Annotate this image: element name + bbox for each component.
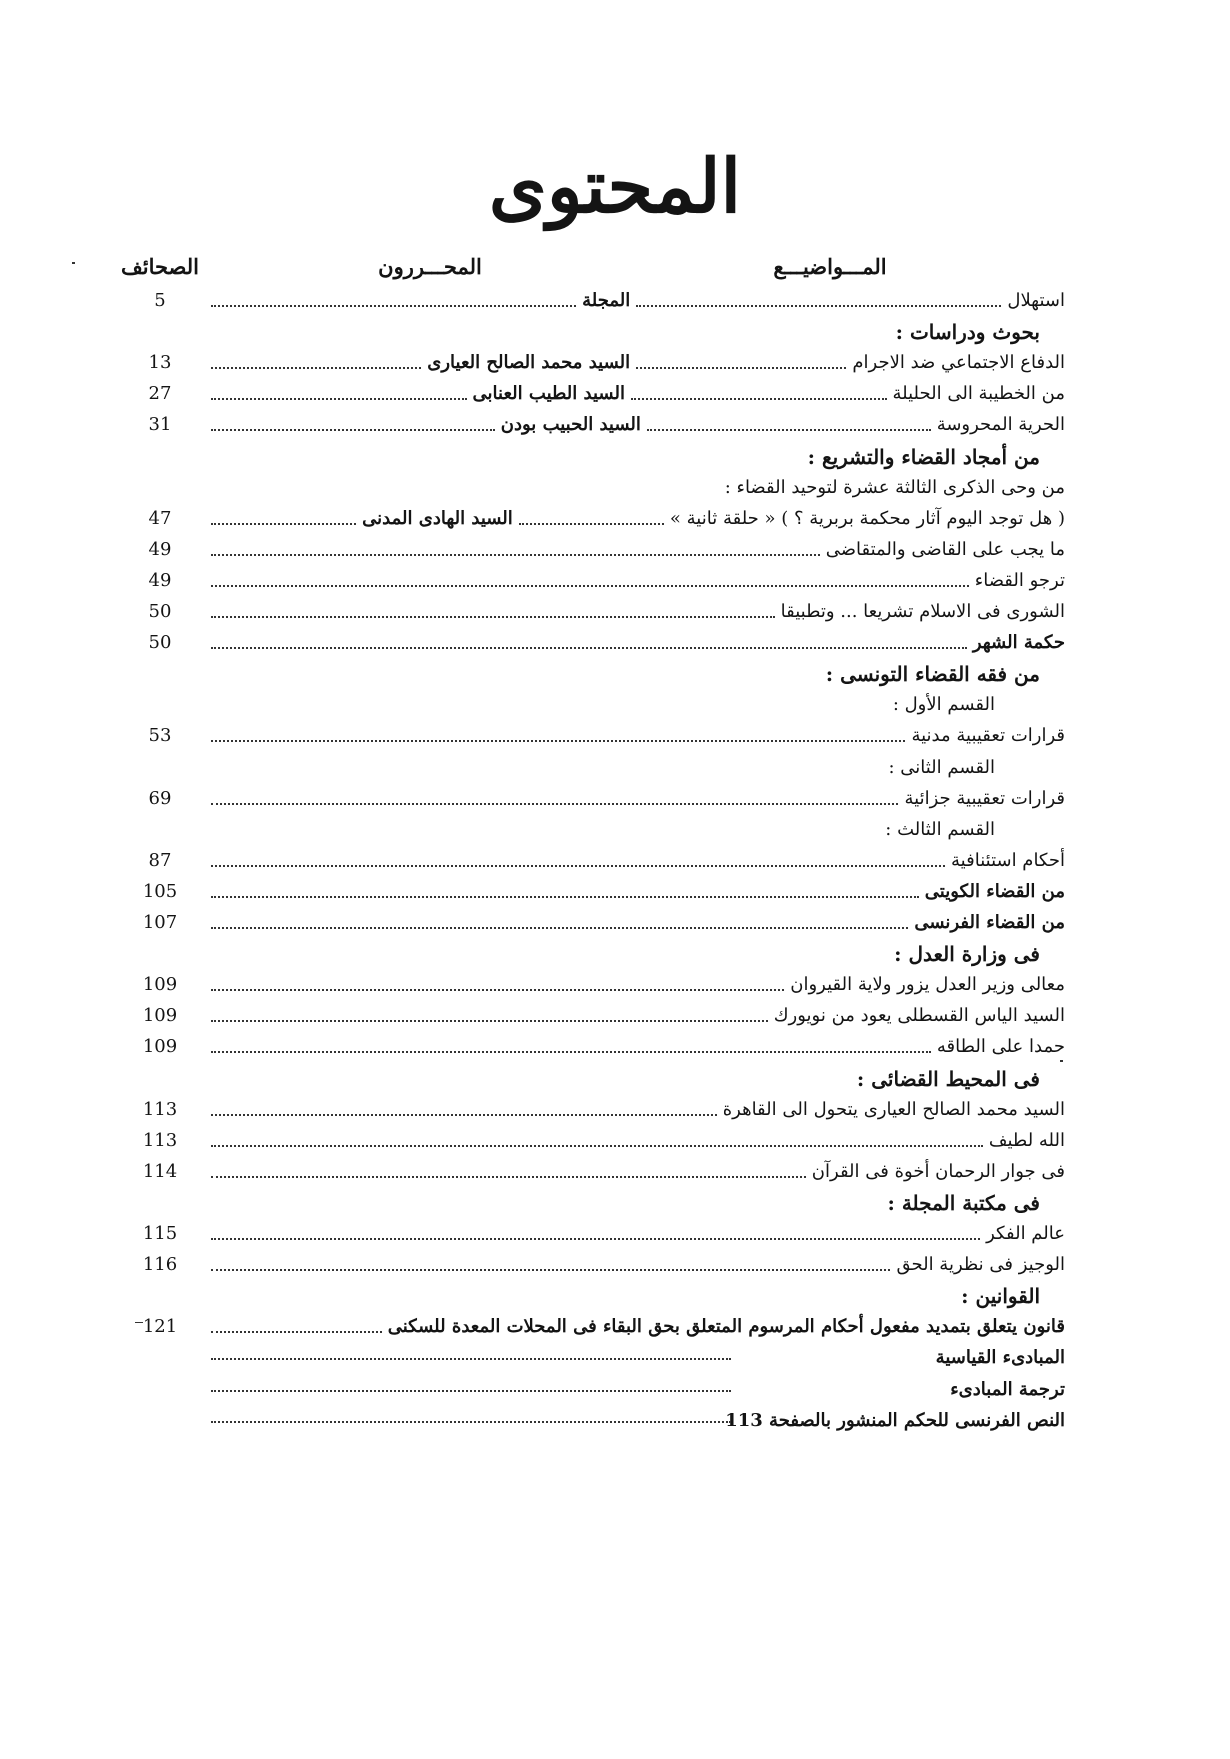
toc-topic: معالى وزير العدل يزور ولاية القيروان [790, 974, 1065, 996]
dot-leader [211, 1390, 731, 1392]
dot-leader [211, 1114, 717, 1116]
dot-leader [636, 305, 1001, 307]
toc-page-number: 113 [142, 1129, 178, 1151]
toc-row [0, 815, 1230, 845]
section-heading [0, 939, 1230, 969]
toc-entry-line [205, 721, 1065, 751]
toc-entry-line [887, 1188, 1040, 1218]
toc-row [0, 286, 1230, 316]
dot-leader [211, 1421, 731, 1423]
toc-topic: بحوث ودراسات : [895, 320, 1040, 345]
toc-entry-line [205, 1095, 1065, 1125]
toc-page-number: 109 [142, 1036, 178, 1058]
toc-row [0, 628, 1230, 658]
dot-leader [211, 305, 576, 307]
dot-leader [211, 1238, 980, 1240]
toc-topic: الحرية المحروسة [936, 414, 1065, 436]
toc-row [0, 846, 1230, 876]
dot-leader [519, 523, 664, 525]
toc-page-number: 115 [142, 1223, 178, 1244]
toc-author: السيد الطيب العنابى [472, 383, 625, 405]
toc-topic: الشورى فى الاسلام تشريعا ... وتطبيقا [780, 601, 1065, 622]
toc-row [0, 535, 1230, 565]
toc-entry-line [205, 1219, 1065, 1249]
dot-leader [211, 1020, 768, 1022]
page-title: المحتوى [488, 144, 742, 230]
toc-entry-line [808, 442, 1040, 472]
toc-page-number: 113 [142, 1098, 178, 1120]
column-header-pages: الصحائف [121, 254, 199, 279]
toc-topic: من القضاء الفرنسى [914, 912, 1065, 933]
toc-page-number: 69 [148, 787, 172, 809]
toc-entry-line [205, 1032, 1065, 1062]
section-heading [0, 317, 1230, 347]
toc-topic: القسم الثانى : [888, 756, 995, 778]
toc-entry-line [936, 1343, 1065, 1373]
toc-topic: المبادىء القياسية [935, 1347, 1065, 1369]
dot-leader [647, 429, 931, 431]
toc-entry-line [885, 815, 995, 845]
dot-leader [211, 865, 945, 867]
toc-topic: قانون يتعلق بتمديد مفعول أحكام المرسوم المتعلق بحق البقاء فى المحلات المعدة للسكنى [387, 1316, 1065, 1338]
scan-speck [135, 1322, 143, 1323]
toc-entry-line [205, 877, 1065, 907]
toc-entry-line [205, 1157, 1065, 1187]
column-header-topics: المـــواضيـــع [773, 254, 887, 279]
dot-leader [211, 1269, 890, 1271]
toc-row [0, 473, 1230, 503]
toc-row [0, 1032, 1230, 1062]
dot-leader [211, 398, 467, 400]
toc-entry-line [205, 1126, 1065, 1156]
toc-entry-line [205, 1001, 1065, 1031]
toc-entry-line [205, 410, 1065, 440]
toc-topic: القسم الأول : [892, 694, 995, 716]
toc-entry-line [205, 1250, 1065, 1280]
dot-leader [211, 1358, 731, 1360]
toc-entry-line [205, 1312, 1065, 1342]
toc-row [0, 1250, 1230, 1280]
toc-page-number: 31 [148, 414, 172, 436]
toc-entry-line [205, 504, 1065, 534]
toc-topic: قرارات تعقيبية جزائية [904, 787, 1065, 809]
section-heading [0, 442, 1230, 472]
toc-topic: السيد الياس القسطلى يعود من نويورك [773, 1005, 1065, 1027]
toc-entry-line [205, 535, 1065, 565]
toc-row [0, 753, 1230, 783]
toc-entry-line [205, 286, 1065, 316]
toc-page-number: 116 [142, 1254, 178, 1276]
dot-leader [211, 803, 898, 805]
toc-entry-line [950, 1375, 1065, 1405]
scan-speck [1060, 1060, 1063, 1062]
toc-topic: من الخطيبة الى الحليلة [892, 383, 1065, 405]
toc-row [0, 1375, 1230, 1405]
toc-topic: استهلال [1007, 290, 1065, 311]
section-heading [0, 1064, 1230, 1094]
toc-author: السيد الهادى المدنى [362, 507, 513, 529]
toc-topic: فى مكتبة المجلة : [887, 1190, 1040, 1215]
toc-row [0, 1343, 1230, 1373]
toc-page-number: 27 [148, 383, 172, 405]
toc-row [0, 784, 1230, 814]
section-heading [0, 1188, 1230, 1218]
toc-topic: ( هل توجد اليوم آثار محكمة بربرية ؟ ) « حلقة ثانية » [669, 507, 1065, 529]
toc-topic: فى وزارة العدل : [894, 942, 1040, 967]
toc-row [0, 1095, 1230, 1125]
toc-row [0, 1406, 1230, 1436]
toc-topic: السيد محمد الصالح العيارى يتحول الى القاهرة [722, 1098, 1065, 1120]
toc-entry-line [205, 846, 1065, 876]
toc-row [0, 348, 1230, 378]
toc-topic: قرارات تعقيبية مدنية [911, 725, 1065, 747]
dot-leader [211, 523, 356, 525]
toc-row [0, 379, 1230, 409]
section-heading [0, 1281, 1230, 1311]
toc-entry-line [205, 597, 1065, 627]
toc-topic: عالم الفكر [986, 1223, 1065, 1244]
scan-speck [72, 262, 75, 264]
dot-leader [211, 647, 967, 649]
toc-page-number: 109 [142, 1005, 178, 1027]
toc-author: المجلة [582, 290, 631, 311]
toc-topic: ما يجب على القاضى والمتقاضى [825, 538, 1065, 560]
toc-page-number: 13 [148, 352, 172, 374]
toc-topic: من القضاء الكويتى [924, 880, 1065, 902]
toc-page-number: 50 [148, 632, 172, 654]
dot-leader [211, 616, 775, 618]
toc-page-number: 53 [148, 725, 172, 747]
dot-leader [211, 740, 905, 742]
toc-entry-line [826, 659, 1040, 689]
toc-topic: أحكام استئنافية [951, 849, 1065, 871]
toc-page-number: 50 [148, 601, 172, 622]
dot-leader [211, 1176, 806, 1178]
toc-row [0, 877, 1230, 907]
toc-entry-line [205, 566, 1065, 596]
dot-leader [211, 1331, 382, 1333]
toc-page-number: 47 [148, 507, 172, 529]
section-heading [0, 659, 1230, 689]
dot-leader [211, 554, 820, 556]
toc-entry-line [205, 628, 1065, 658]
toc-topic: الله لطيف [988, 1129, 1065, 1151]
dot-leader [211, 989, 784, 991]
dot-leader [211, 1051, 931, 1053]
toc-row [0, 1157, 1230, 1187]
dot-leader [211, 1145, 983, 1147]
dot-leader [211, 896, 919, 898]
toc-topic: الوجيز فى نظرية الحق [896, 1254, 1065, 1276]
toc-entry-line [205, 379, 1065, 409]
dot-leader [636, 367, 846, 369]
toc-page-number: 114 [142, 1160, 178, 1182]
dot-leader [211, 367, 421, 369]
dot-leader [631, 398, 887, 400]
toc-row [0, 690, 1230, 720]
toc-topic: من أمجاد القضاء والتشريع : [807, 444, 1040, 469]
dot-leader [211, 585, 969, 587]
toc-entry-line [961, 1281, 1040, 1311]
toc-page-number: 121 [142, 1316, 178, 1338]
toc-entry-line [725, 473, 1065, 503]
toc-page-number: 109 [142, 974, 178, 996]
toc-entry-line [205, 348, 1065, 378]
toc-topic: القسم الثالث : [885, 818, 995, 840]
toc-page-number: 87 [148, 849, 172, 871]
toc-topic: حكمة الشهر [972, 632, 1065, 654]
toc-page-number: 5 [154, 290, 166, 311]
toc-row [0, 410, 1230, 440]
toc-page-number: 49 [148, 538, 172, 560]
toc-entry-line [205, 970, 1065, 1000]
toc-entry-line [857, 1064, 1040, 1094]
toc-page-number: 107 [142, 912, 178, 933]
dot-leader [211, 927, 908, 929]
toc-author: السيد الحبيب بودن [500, 414, 641, 436]
dot-leader [211, 429, 495, 431]
toc-row [0, 970, 1230, 1000]
toc-topic: فى المحيط القضائى : [856, 1066, 1040, 1091]
toc-row [0, 504, 1230, 534]
toc-topic: فى جوار الرحمان أخوة فى القرآن [811, 1160, 1065, 1182]
toc-topic: القوانين : [961, 1284, 1040, 1309]
toc-row [0, 721, 1230, 751]
toc-entry-line [205, 784, 1065, 814]
toc-topic: ترجمة المبادىء [950, 1378, 1065, 1400]
toc-topic: من فقه القضاء التونسى : [825, 662, 1040, 687]
toc-topic: الدفاع الاجتماعي ضد الاجرام [852, 352, 1065, 374]
toc-entry-line [888, 753, 995, 783]
toc-topic: النص الفرنسى للحكم المنشور بالصفحة 113 [725, 1409, 1065, 1431]
toc-row [0, 908, 1230, 938]
toc-row [0, 597, 1230, 627]
toc-row [0, 1001, 1230, 1031]
toc-entry-line [896, 317, 1040, 347]
toc-author: السيد محمد الصالح العيارى [427, 352, 631, 374]
toc-row [0, 1219, 1230, 1249]
toc-topic: ترجو القضاء [974, 569, 1065, 591]
column-header-authors: المحـــررون [378, 254, 482, 279]
toc-entry-line [894, 939, 1040, 969]
toc-entry-line [205, 908, 1065, 938]
toc-topic: حمدا على الطاقه [936, 1036, 1065, 1058]
toc-row [0, 1312, 1230, 1342]
toc-page-number: 49 [148, 569, 172, 591]
toc-row [0, 566, 1230, 596]
toc-row [0, 1126, 1230, 1156]
toc-entry-line [893, 690, 995, 720]
toc-topic: من وحى الذكرى الثالثة عشرة لتوحيد القضاء : [724, 476, 1065, 498]
toc-entry-line [725, 1406, 1065, 1436]
toc-page-number: 105 [142, 880, 178, 902]
